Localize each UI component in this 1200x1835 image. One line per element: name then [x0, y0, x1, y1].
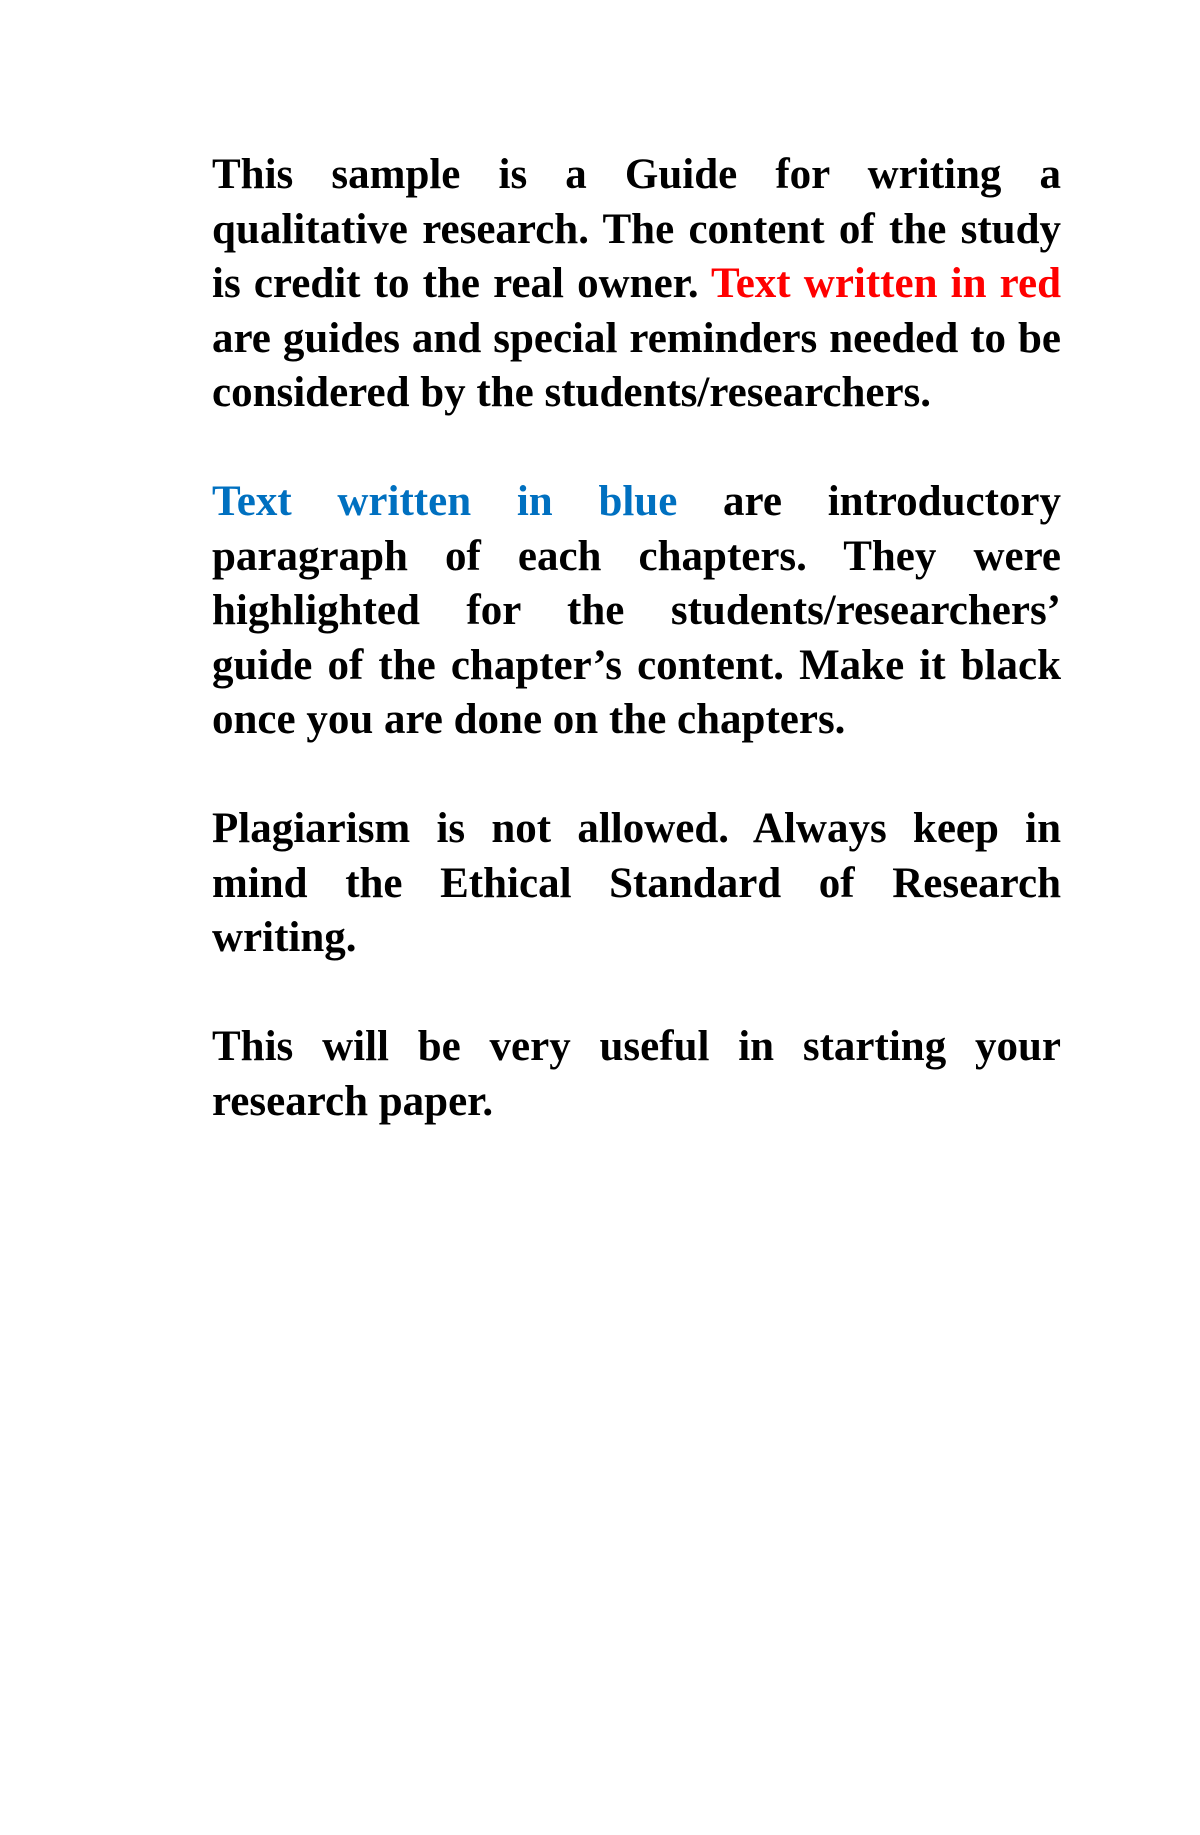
paragraph-blue-note	[212, 475, 1061, 748]
paragraph-closing	[212, 1020, 1061, 1129]
paragraph-text: are guides and special reminders needed to be considered by the students/researchers.	[212, 314, 1061, 416]
paragraph-plagiarism	[212, 802, 1061, 966]
paragraph-text: are introductory paragraph of each chapters. They were highlighted for the students/researchers’ guide of the chapter’s content. Make it black once you are done on the chapters.	[212, 478, 1061, 743]
paragraph-text: This sample is a Guide for writing a qualitative research. The content of the study is credit to the real owner.	[212, 151, 1061, 307]
paragraph-text: Plagiarism is not allowed. Always keep in mind the Ethical Standard of Research writing.	[212, 805, 1061, 961]
paragraph-guide-intro	[212, 148, 1061, 421]
blue-text-highlight: Text written in blue	[212, 478, 678, 525]
red-text-highlight: Text written in red	[710, 260, 1061, 307]
paragraph-text: This will be very useful in starting your research paper.	[212, 1023, 1061, 1125]
document-body	[212, 148, 1061, 1184]
